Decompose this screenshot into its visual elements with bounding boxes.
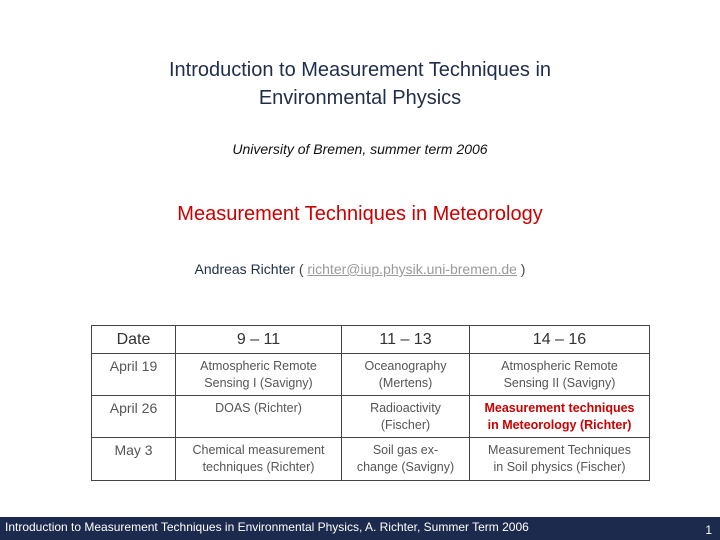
table-cell	[176, 438, 342, 481]
cell-line: Measurement Techniques	[488, 443, 631, 457]
table-row	[92, 354, 650, 396]
cell-line: Sensing II (Savigny)	[503, 376, 616, 390]
author-close-paren: )	[516, 261, 526, 277]
cell-line: Oceanography	[364, 359, 447, 373]
cell-line: in Meteorology (Richter)	[487, 418, 632, 432]
cell-line: Sensing I (Savigny)	[204, 376, 313, 390]
table-cell	[470, 438, 650, 481]
cell-line: Atmospheric Remote	[200, 359, 317, 373]
slide-subtitle: University of Bremen, summer term 2006	[232, 141, 488, 157]
highlighted-cell	[470, 396, 650, 438]
cell-line: (Mertens)	[378, 376, 433, 390]
table-cell	[342, 438, 470, 481]
author-name: Andreas Richter	[194, 261, 295, 277]
page-number: 1	[705, 523, 712, 537]
header-slot-1: 9 – 11	[176, 326, 342, 354]
section-title: Measurement Techniques in Meteorology	[177, 203, 543, 225]
table-cell	[176, 354, 342, 396]
slide-title-line2: Environmental Physics	[258, 87, 462, 109]
author-email-link[interactable]: richter@iup.physik.uni-bremen.de	[307, 261, 517, 277]
header-slot-2: 11 – 13	[342, 326, 470, 354]
slide-title-line1: Introduction to Measurement Techniques in	[168, 59, 552, 81]
cell-line: change (Savigny)	[356, 460, 455, 474]
cell-line: (Fischer)	[380, 418, 431, 432]
schedule-table	[91, 325, 650, 481]
footer-text: Introduction to Measurement Techniques in Environmental Physics, A. Richter, Summer Term 2006	[5, 520, 529, 534]
cell-line: Radioactivity	[370, 401, 441, 415]
table-cell	[470, 354, 650, 396]
table-cell	[342, 396, 470, 438]
slide-title	[0, 56, 720, 112]
author-open-paren: (	[298, 261, 308, 277]
cell-line: Atmospheric Remote	[501, 359, 618, 373]
slide-footer	[0, 517, 720, 540]
row-date: May 3	[92, 438, 176, 481]
cell-line: DOAS (Richter)	[215, 401, 302, 415]
table-cell	[176, 396, 342, 438]
cell-line: in Soil physics (Fischer)	[493, 460, 626, 474]
row-date: April 19	[92, 354, 176, 396]
row-date: April 26	[92, 396, 176, 438]
cell-line: Soil gas ex-	[372, 443, 439, 457]
header-date: Date	[92, 326, 176, 354]
cell-line: techniques (Richter)	[202, 460, 315, 474]
header-slot-3: 14 – 16	[470, 326, 650, 354]
schedule-header-row	[92, 326, 650, 354]
author-line	[0, 261, 720, 277]
table-cell	[342, 354, 470, 396]
table-row	[92, 396, 650, 438]
cell-line: Measurement techniques	[484, 401, 635, 415]
cell-line: Chemical measurement	[192, 443, 325, 457]
table-row	[92, 438, 650, 481]
